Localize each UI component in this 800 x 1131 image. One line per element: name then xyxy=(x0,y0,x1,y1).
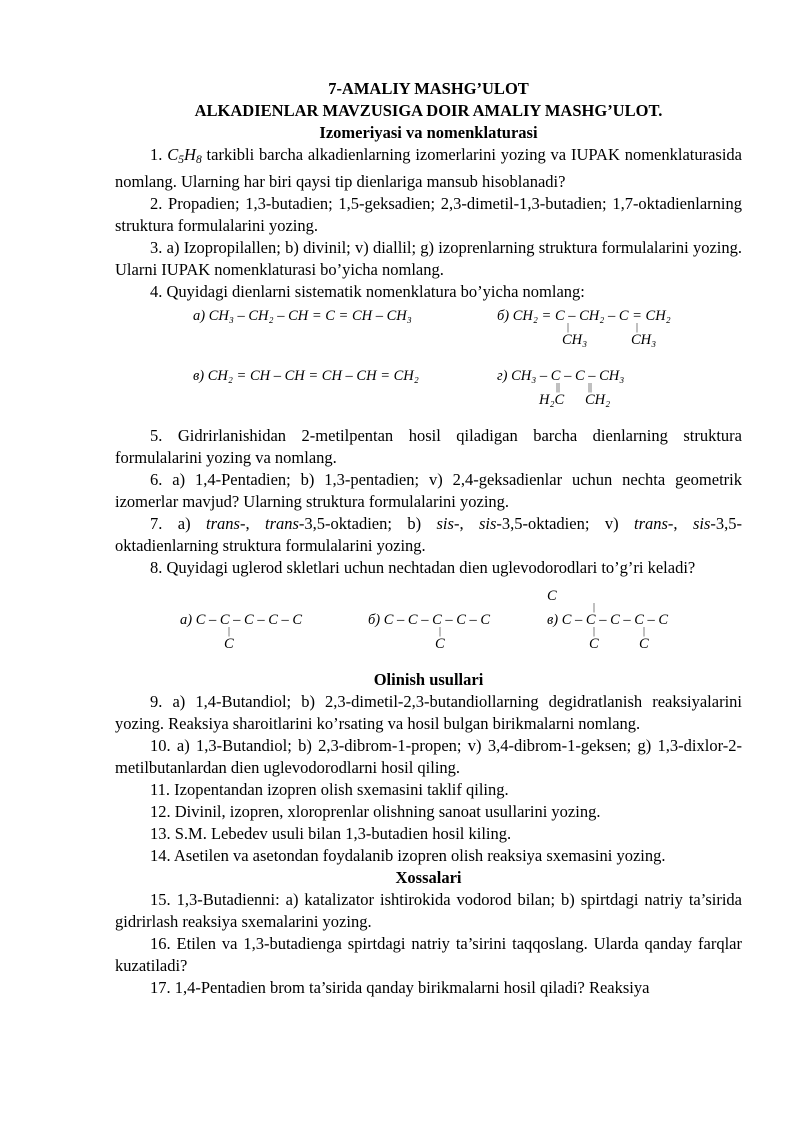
question-17: 17. 1,4-Pentadien brom ta’sirida qanday birikmalarni hosil qiladi? Reaksiya xyxy=(150,977,650,997)
title-line-1: 7-AMALIY MASHG’ULOT xyxy=(328,79,529,98)
question-8: 8. Quyidagi uglerod skletlari uchun nechtadan dien uglevodorodlari to’g’ri keladi? xyxy=(150,557,696,577)
skeleton-v-branch-2: C xyxy=(639,635,649,652)
question-3: 3. a) Izopropilallen; b) divinil; v) diallil; g) izoprenlarning struktura formulalarini yozing. Ularni IUPAK nomenklaturasi bo’yicha nomlang. xyxy=(115,237,742,279)
section-heading-isomerism: Izomeriyasi va nomenklaturasi xyxy=(319,123,538,142)
skeleton-b: б) C – C – C – C – C xyxy=(368,611,491,628)
formula-g: г) CH₃ – C – C – CH₃ xyxy=(497,367,625,384)
question-7: 7. a) trans-, trans-3,5-oktadien; b) sis-, sis-3,5-oktadien; v) trans-, sis-3,5-oktadienlarning struktura formulalarini yozing. xyxy=(115,513,743,555)
bond-line: | xyxy=(643,625,646,637)
skeleton-v-top-branch: C xyxy=(547,587,557,604)
skeleton-a-branch: C xyxy=(224,635,234,652)
question-4: 4. Quyidagi dienlarni sistematik nomenklatura bo’yicha nomlang: xyxy=(150,281,585,301)
formula-b-substituent-2: CH₃ xyxy=(631,331,657,348)
formula-b: б) CH₂ = C – CH₂ – C = CH₂ xyxy=(497,307,671,324)
title-line-2: ALKADIENLAR MAVZUSIGA DOIR AMALIY MASHG’ULOT. xyxy=(194,101,663,120)
formula-g-substituent-2: CH₂ xyxy=(585,391,611,408)
formula-g-substituent-1: H₂C xyxy=(539,391,565,408)
question-16: 16. Etilen va 1,3-butadienga spirtdagi natriy ta’sirini taqqoslang. Ularda qanday farqlar kuzatiladi? xyxy=(115,933,742,975)
formula-a: а) CH₃ – CH₂ – CH = C = CH – CH₃ xyxy=(193,307,412,324)
question-6: 6. a) 1,4-Pentadien; b) 1,3-pentadien; v) 2,4-geksadienlar uchun nechta geometrik izomerlar mavjud? Ularning struktura formulalarini yozing. xyxy=(115,469,742,511)
skeleton-block-q8 xyxy=(115,579,742,669)
section-heading-properties: Xossalari xyxy=(395,867,462,887)
bond-line: | xyxy=(593,625,596,637)
double-bond: || xyxy=(556,381,561,393)
document-page xyxy=(115,78,742,999)
question-11: 11. Izopentandan izopren olish sxemasini taklif qiling. xyxy=(150,779,509,799)
skeleton-b-branch: C xyxy=(435,635,445,652)
question-5: 5. Gidrirlanishidan 2-metilpentan hosil qiladigan barcha dienlarning struktura formulalarini yozing va nomlang. xyxy=(115,425,742,467)
double-bond: || xyxy=(588,381,593,393)
bond-line: | xyxy=(439,625,442,637)
formula-b-substituent-1: CH₃ xyxy=(562,331,588,348)
question-10: 10. a) 1,3-Butandiol; b) 2,3-dibrom-1-propen; v) 3,4-dibrom-1-geksen; g) 1,3-dixlor-2-metilbutanlardan dien uglevodorodlarni hosil qiling. xyxy=(115,735,742,777)
question-12: 12. Divinil, izopren, xloroprenlar olishning sanoat usullarini yozing. xyxy=(150,801,601,821)
bond-line: | xyxy=(228,625,231,637)
question-9: 9. a) 1,4-Butandiol; b) 2,3-dimetil-2,3-butandiollarning degidratlanish reaksiyalarini yozing. Reaksiya sharoitlarini ko’rsating va hosil bulgan birikmalarni nomlang. xyxy=(115,691,742,733)
question-1: 1. $C_5H_8$ tarkibli barcha alkadienlarning izomerlarini yozing va IUPAK nomenklaturasida nomlang. Ularning har biri qaysi tip dienlariga mansub hisoblanadi? xyxy=(115,145,742,191)
section-heading-preparation: Olinish usullari xyxy=(373,669,484,689)
bond-line: | xyxy=(636,321,639,333)
question-15: 15. 1,3-Butadienni: a) katalizator ishtirokida vodorod bilan; b) spirtdagi natriy ta’sirida gidrirlash reaksiya sxemalarini yozing. xyxy=(115,889,742,931)
skeleton-v: в) C – C – C – C – C xyxy=(547,611,669,628)
bond-line: | xyxy=(593,601,596,613)
question-14: 14. Asetilen va asetondan foydalanib izopren olish reaksiya sxemasini yozing. xyxy=(150,845,666,865)
formula-v: в) CH₂ = CH – CH = CH – CH = CH₂ xyxy=(193,367,419,384)
formula-block-q4 xyxy=(115,303,742,425)
question-2: 2. Propadien; 1,3-butadien; 1,5-geksadien; 2,3-dimetil-1,3-butadien; 1,7-oktadienlarning struktura formulalarini yozing. xyxy=(115,193,742,235)
skeleton-a: а) C – C – C – C – C xyxy=(180,611,303,628)
question-13: 13. S.M. Lebedev usuli bilan 1,3-butadien hosil kiling. xyxy=(150,823,512,843)
skeleton-v-branch-1: C xyxy=(589,635,599,652)
bond-line: | xyxy=(567,321,570,333)
